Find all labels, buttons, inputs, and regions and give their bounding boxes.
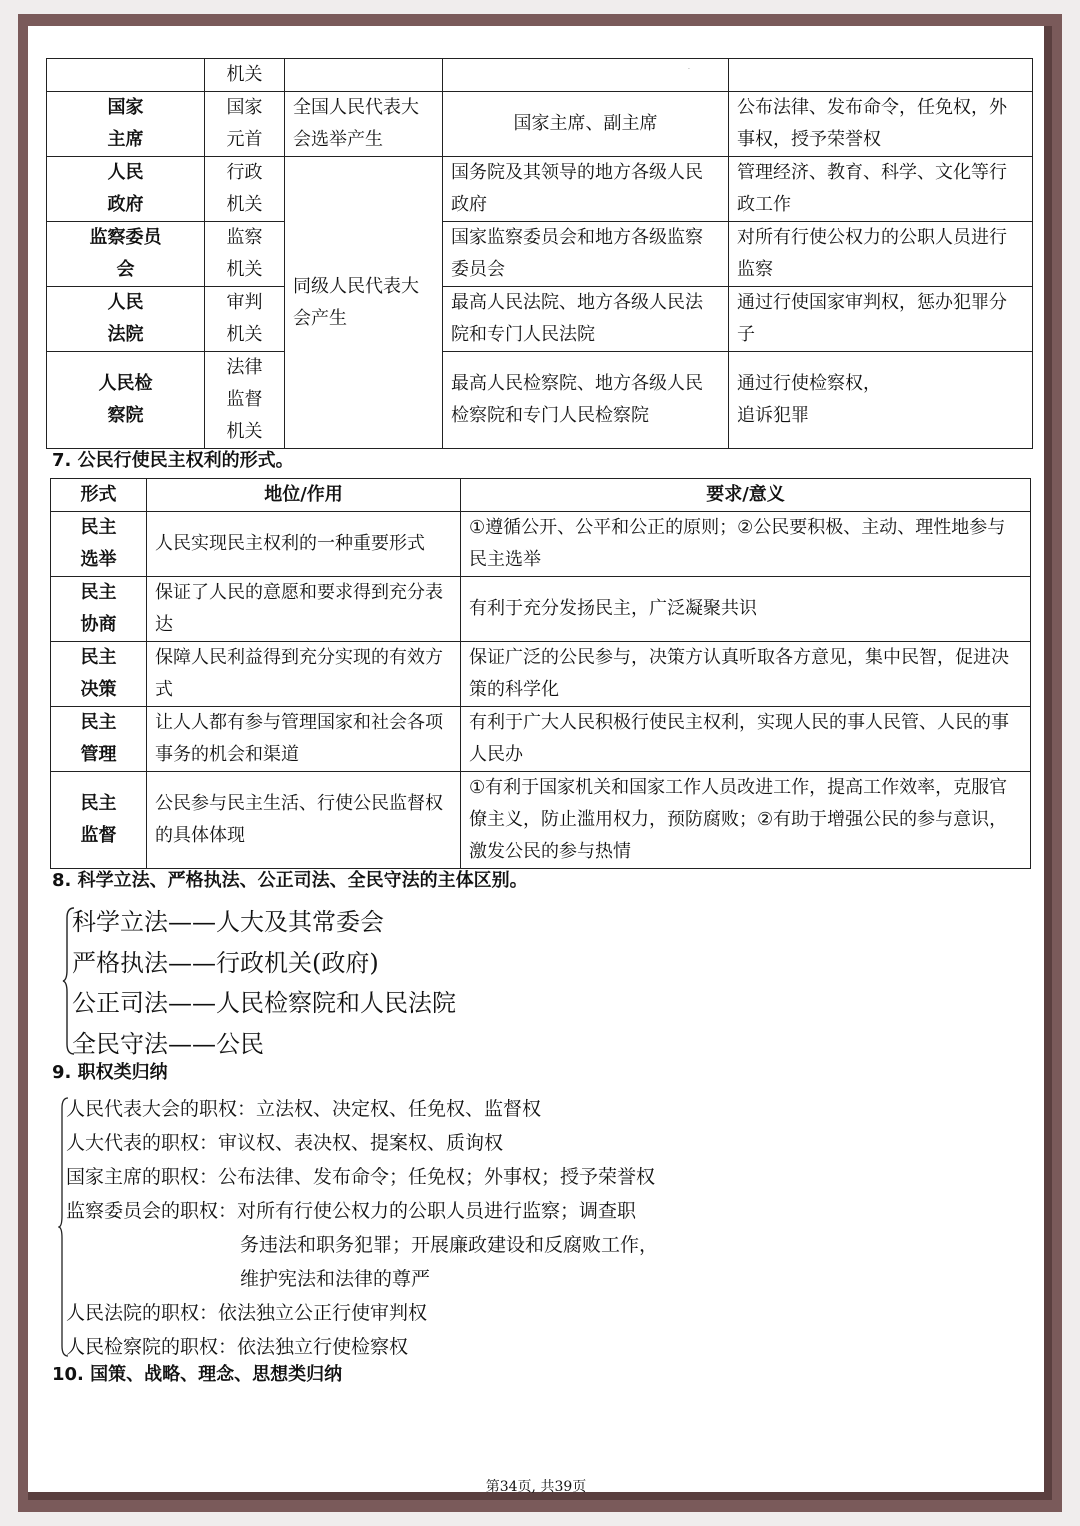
table-cell: 民主监督 [51, 772, 147, 869]
page-number: 第34页, 共39页 [485, 1479, 587, 1495]
table-cell: 审判机关 [205, 287, 285, 352]
table-cell: 同级人民代表大会产生 [285, 157, 443, 449]
table-cell: 公布法律、发布命令，任免权，外事权，授予荣誉权 [729, 92, 1033, 157]
table-cell: ①有利于国家机关和国家工作人员改进工作，提高工作效率，克服官僚主义，防止滥用权力，预防腐败；②有助于增强公民的参与意识，激发公民的参与热情 [461, 772, 1031, 869]
table-cell: 国务院及其领导的地方各级人民政府 [443, 157, 729, 222]
table-cell: 监察机关 [205, 222, 285, 287]
table-header-row [51, 479, 1031, 512]
table-cell: 民主决策 [51, 642, 147, 707]
list-item: 监察委员会的职权：对所有行使公权力的公职人员进行监察；调查职 [66, 1200, 637, 1222]
table-cell: 人民政府 [47, 157, 205, 222]
list-item: 维护宪法和法律的尊严 [240, 1268, 431, 1290]
list-item: 国家主席的职权：公布法律、发布命令；任免权；外事权；授予荣誉权 [66, 1166, 656, 1188]
table-cell: 法律监督机关 [205, 352, 285, 449]
list-item: 人民代表大会的职权：立法权、决定权、任免权、监督权 [66, 1098, 542, 1120]
list-item: 人大代表的职权：审议权、表决权、提案权、质询权 [66, 1132, 504, 1154]
table-cell: 国家主席、副主席 [443, 92, 729, 157]
table-cell [443, 59, 729, 92]
table-cell: 人民检察院 [47, 352, 205, 449]
table-cell: 保证广泛的公民参与，决策方认真听取各方意见，集中民智，促进决策的科学化 [461, 642, 1031, 707]
table-cell: 全国人民代表大会选举产生 [285, 92, 443, 157]
table-cell: 保证了人民的意愿和要求得到充分表达 [147, 577, 461, 642]
list-item: 严格执法——行政机关(政府) [72, 948, 379, 977]
table-cell: 有利于广大人民积极行使民主权利，实现人民的事人民管、人民的事人民办 [461, 707, 1031, 772]
header-form: 形式 [51, 479, 147, 512]
table-row [51, 707, 1031, 772]
table-row [47, 59, 1033, 92]
powers-list [66, 1092, 658, 1364]
table-cell: 国家元首 [205, 92, 285, 157]
section-10-heading: 10. 国策、战略、理念、思想类归纳 [52, 1364, 343, 1385]
table-cell: 监察委员会 [47, 222, 205, 287]
table-cell: 公民参与民主生活、行使公民监督权的具体体现 [147, 772, 461, 869]
section-7-heading: 7. 公民行使民主权利的形式。 [52, 450, 294, 471]
table-cell: 行政机关 [205, 157, 285, 222]
list-item: 人民法院的职权：依法独立公正行使审判权 [66, 1302, 428, 1324]
document-page [28, 26, 1052, 1500]
list-item: 务违法和职务犯罪；开展廉政建设和反腐败工作， [240, 1234, 659, 1256]
table-cell: 民主协商 [51, 577, 147, 642]
table-cell: 对所有行使公权力的公职人员进行监察 [729, 222, 1033, 287]
section-8-heading: 8. 科学立法、严格执法、公正司法、全民守法的主体区别。 [52, 870, 528, 891]
table-row [47, 222, 1033, 287]
table-cell: 通过行使检察权，追诉犯罪 [729, 352, 1033, 449]
header-meaning: 要求/意义 [461, 479, 1031, 512]
section-9-heading: 9. 职权类归纳 [52, 1062, 168, 1083]
table-row [47, 287, 1033, 352]
table-cell: 民主选举 [51, 512, 147, 577]
table-cell: 最高人民检察院、地方各级人民检察院和专门人民检察院 [443, 352, 729, 449]
header-role: 地位/作用 [147, 479, 461, 512]
table-cell: 保障人民利益得到充分实现的有效方式 [147, 642, 461, 707]
table-row [47, 352, 1033, 449]
table-row [47, 92, 1033, 157]
table-cell: 人民实现民主权利的一种重要形式 [147, 512, 461, 577]
state-organs-table [46, 58, 1033, 449]
table-cell [729, 59, 1033, 92]
list-item: 全民守法——公民 [72, 1029, 264, 1058]
table-row [47, 157, 1033, 222]
list-item: 科学立法——人大及其常委会 [72, 908, 384, 936]
table-cell: 国家监察委员会和地方各级监察委员会 [443, 222, 729, 287]
table-cell: 人民法院 [47, 287, 205, 352]
table-row [51, 577, 1031, 642]
table-row [51, 772, 1031, 869]
law-subjects-list [72, 902, 456, 1064]
list-item: 公正司法——人民检察院和人民法院 [72, 989, 456, 1017]
table-cell [47, 59, 205, 92]
table-row [51, 642, 1031, 707]
table-cell: 通过行使国家审判权，惩办犯罪分子 [729, 287, 1033, 352]
table-cell [285, 59, 443, 92]
table-cell: 有利于充分发扬民主，广泛凝聚共识 [461, 577, 1031, 642]
table-cell: 机关 [205, 59, 285, 92]
table-cell: 管理经济、教育、科学、文化等行政工作 [729, 157, 1033, 222]
table-row [51, 512, 1031, 577]
table-cell: ①遵循公开、公平和公正的原则；②公民要积极、主动、理性地参与民主选举 [461, 512, 1031, 577]
scan-dot: · [688, 66, 690, 73]
table-cell: 让人人都有参与管理国家和社会各项事务的机会和渠道 [147, 707, 461, 772]
list-item: 人民检察院的职权：依法独立行使检察权 [66, 1336, 409, 1358]
democracy-forms-table [50, 478, 1031, 869]
table-cell: 最高人民法院、地方各级人民法院和专门人民法院 [443, 287, 729, 352]
table-cell: 民主管理 [51, 707, 147, 772]
table-cell: 国家主席 [47, 92, 205, 157]
